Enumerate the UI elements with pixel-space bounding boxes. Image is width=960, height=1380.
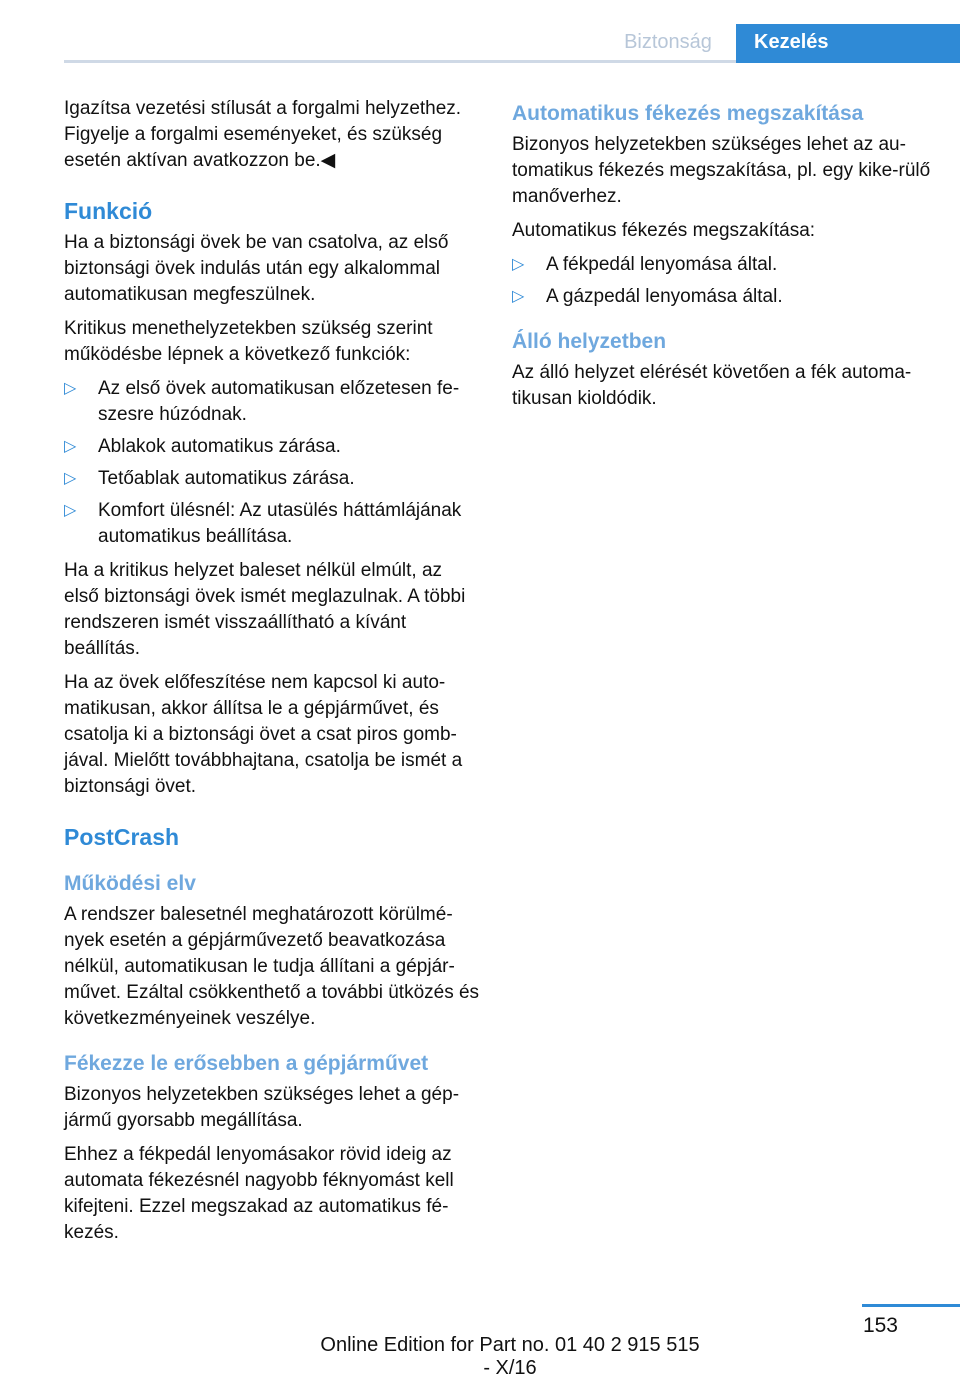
right-column bbox=[512, 96, 932, 420]
bullet-triangle-icon: ▷ bbox=[64, 502, 77, 519]
page-number: 153 bbox=[862, 1314, 898, 1337]
funkcio-list bbox=[64, 376, 482, 550]
list-item-text: Tetőablak automatikus zárása. bbox=[98, 468, 355, 489]
list-item-text: Az első övek automatikusan előzetesen fe-szesre húzódnak. bbox=[98, 378, 460, 425]
list-item bbox=[512, 252, 932, 278]
section-tab-kezeles[interactable]: Kezelés bbox=[736, 24, 960, 63]
funkcio-paragraph-2: Kritikus menethelyzetekben szükség szerint működésbe lépnek a következő funkciók: bbox=[64, 318, 433, 365]
fekezze-paragraph-1: Bizonyos helyzetekben szükséges lehet a gép-jármű gyorsabb megállítása. bbox=[64, 1084, 460, 1131]
bullet-triangle-icon: ▷ bbox=[64, 380, 77, 397]
list-item-text: A gázpedál lenyomása által. bbox=[546, 286, 783, 307]
footer-rule bbox=[862, 1304, 960, 1307]
auto-paragraph-1: Bizonyos helyzetekben szükséges lehet az au-tomatikus fékezés megszakítása, pl. egy kike-rülő manőverhez. bbox=[512, 134, 931, 207]
heading-allo-helyzetben: Álló helyzetben bbox=[512, 330, 667, 353]
bullet-triangle-icon: ▷ bbox=[512, 256, 525, 273]
funkcio-paragraph-1: Ha a biztonsági övek be van csatolva, az első biztonsági övek indulás után egy alkalommal automatikusan megfeszülnek. bbox=[64, 232, 449, 305]
intro-paragraph: Igazítsa vezetési stílusát a forgalmi helyzethez. Figyelje a forgalmi eseményeket, és szükség esetén aktívan avatkozzon be.◀ bbox=[64, 98, 462, 171]
auto-paragraph-2: Automatikus fékezés megszakítása: bbox=[512, 220, 816, 241]
list-item bbox=[512, 284, 932, 310]
heading-postcrash: PostCrash bbox=[64, 824, 180, 850]
list-item-text: Ablakok automatikus zárása. bbox=[98, 436, 341, 457]
auto-list bbox=[512, 252, 932, 310]
list-item bbox=[64, 434, 482, 460]
heading-funkcio: Funkció bbox=[64, 198, 153, 224]
heading-fekezze-le: Fékezze le erősebben a gépjárművet bbox=[64, 1052, 429, 1075]
left-column bbox=[64, 96, 482, 1254]
funkcio-paragraph-3: Ha a kritikus helyzet baleset nélkül elmúlt, az első biztonsági övek ismét meglazulnak. A többi rendszeren ismét visszaállítható a kívánt beállítás. bbox=[64, 560, 466, 659]
bullet-triangle-icon: ▷ bbox=[64, 438, 77, 455]
edition-footer: Online Edition for Part no. 01 40 2 915 515 - X/16 bbox=[320, 1334, 700, 1379]
list-item bbox=[64, 466, 482, 492]
mukodesi-paragraph: A rendszer balesetnél meghatározott körülmé-nyek esetén a gépjárművezető beavatkozása nélkül, automatikusan le tudja állítani a gépjár-művet. Ezáltal csökkenthető a további ütközés és következményeinek veszélye. bbox=[64, 904, 480, 1029]
list-item-text: Komfort ülésnél: Az utasülés háttámlájának automatikus beállítása. bbox=[98, 500, 462, 547]
list-item bbox=[64, 376, 482, 428]
bullet-triangle-icon: ▷ bbox=[64, 470, 77, 487]
bullet-triangle-icon: ▷ bbox=[512, 288, 525, 305]
heading-mukodesi-elv: Működési elv bbox=[64, 872, 196, 895]
heading-automatikus-fekezes: Automatikus fékezés megszakítása bbox=[512, 102, 864, 125]
list-item-text: A fékpedál lenyomása által. bbox=[546, 254, 778, 275]
section-tab-biztonsag[interactable]: Biztonság bbox=[624, 31, 712, 53]
list-item bbox=[64, 498, 482, 550]
allo-paragraph: Az álló helyzet elérését követően a fék automa-tikusan kioldódik. bbox=[512, 362, 912, 409]
fekezze-paragraph-2: Ehhez a fékpedál lenyomásakor rövid ideig az automata fékezésnél nagyobb féknyomást kell kifejteni. Ezzel megszakad az automatikus fé-kezés. bbox=[64, 1144, 454, 1243]
funkcio-paragraph-4: Ha az övek előfeszítése nem kapcsol ki auto-matikusan, akkor állítsa le a gépjárművet, és csatolja ki a biztonsági övet a csat piros gomb-jával. Mielőtt továbbhajtana, csatolja be ismét a biztonsági övet. bbox=[64, 672, 463, 797]
